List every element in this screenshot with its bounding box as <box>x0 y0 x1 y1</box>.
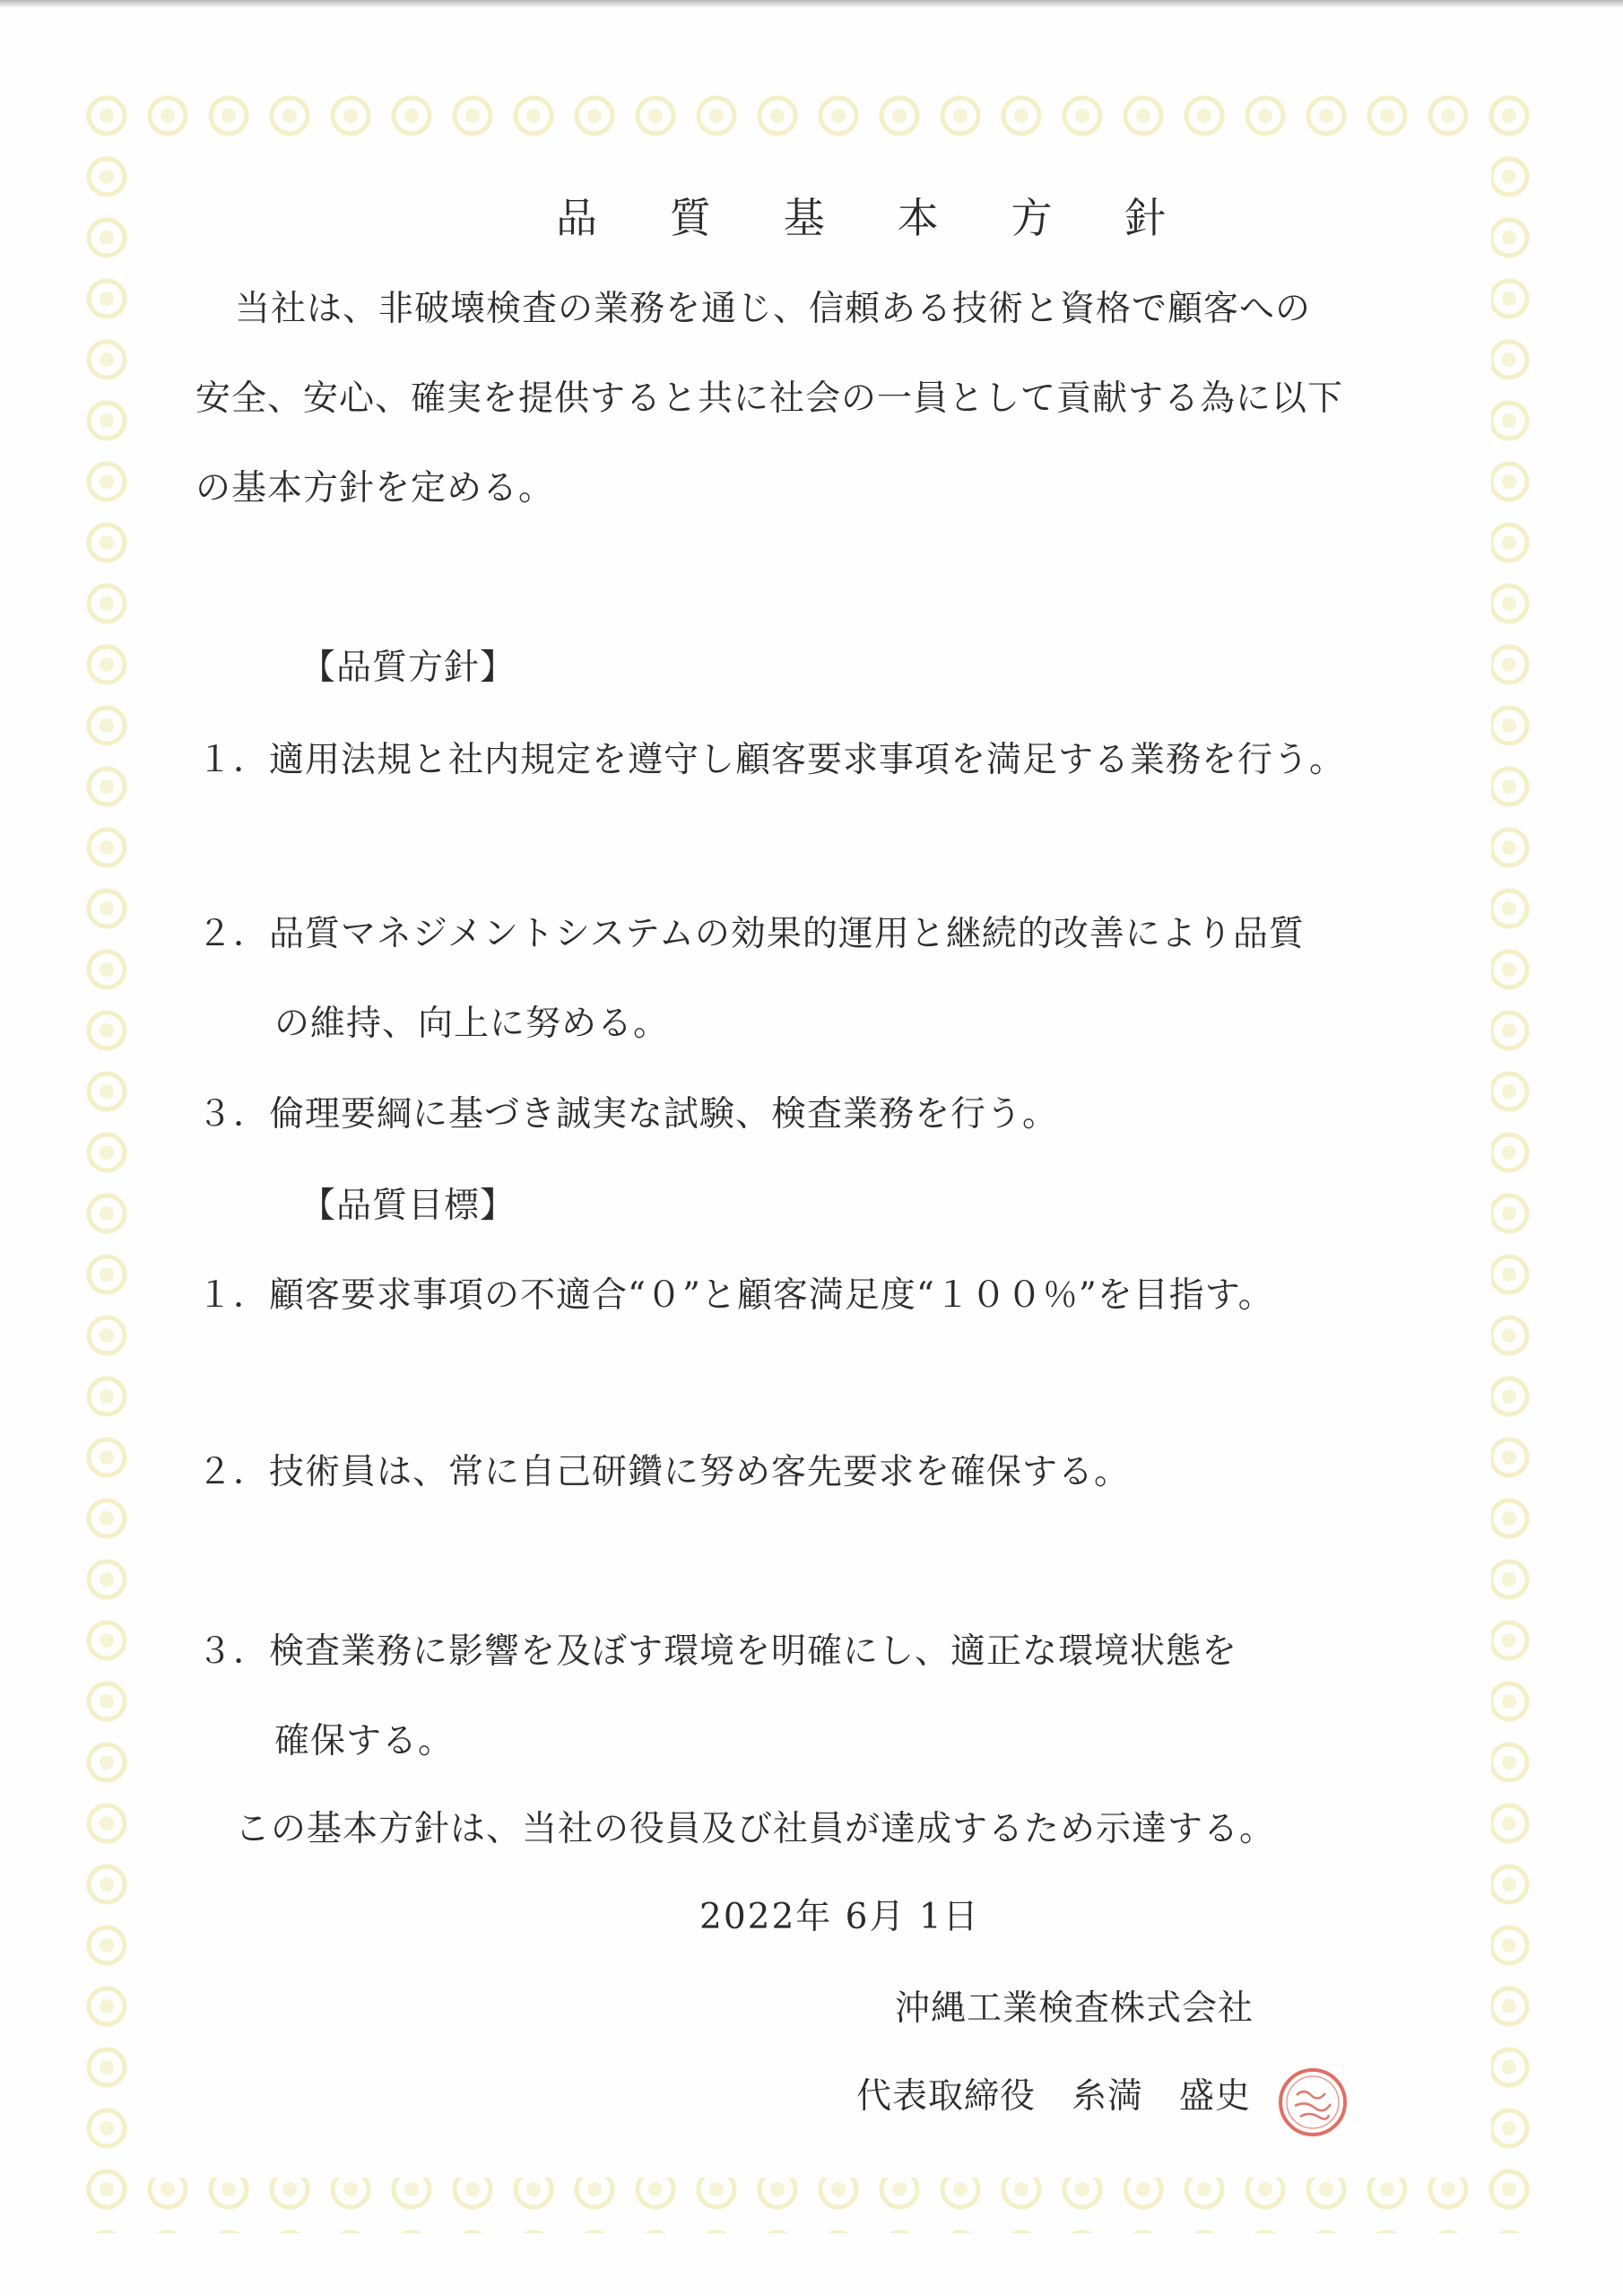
goal-item-3-cont: 確保する。 <box>274 1721 455 1761</box>
policy-heading: 【品質方針】 <box>300 648 516 688</box>
policy-item-3: ３．倫理要綱に基づき誠実な試験、検査業務を行う。 <box>197 1094 1059 1135</box>
seal-stamp-icon <box>1275 2065 1350 2140</box>
policy-item-1: １．適用法規と社内規定を遵守し顧客要求事項を満足する業務を行う。 <box>197 740 1346 780</box>
goal-item-3: ３．検査業務に影響を及ぼす環境を明確にし、適正な環境状態を <box>197 1631 1238 1672</box>
goal-item-1: １．顧客要求事項の不適合“０”と顧客満足度“１００％”を目指す。 <box>197 1275 1274 1316</box>
issue-date: 2022年 6月 1日 <box>699 1897 980 1937</box>
goal-item-2: ２．技術員は、常に自己研鑽に努め客先要求を確保する。 <box>197 1452 1131 1492</box>
closing-statement: この基本方針は、当社の役員及び社員が達成するため示達する。 <box>235 1809 1276 1849</box>
document-title: 品 質 基 本 方 針 <box>556 194 1196 242</box>
intro-line-1: 当社は、非破壊検査の業務を通じ、信頼ある技術と資格で顧客への <box>235 289 1312 329</box>
policy-item-2-cont: の維持、向上に努める。 <box>274 1004 670 1044</box>
goals-heading: 【品質目標】 <box>300 1186 516 1226</box>
representative-name: 代表取締役 糸満 盛史 <box>856 2076 1252 2117</box>
policy-item-2: ２．品質マネジメントシステムの効果的運用と継続的改善により品質 <box>197 914 1305 954</box>
intro-line-3: の基本方針を定める。 <box>195 468 555 509</box>
intro-line-2: 安全、安心、確実を提供すると共に社会の一員として貢献する為に以下 <box>195 378 1344 419</box>
company-name: 沖縄工業検査株式会社 <box>895 1988 1254 2029</box>
